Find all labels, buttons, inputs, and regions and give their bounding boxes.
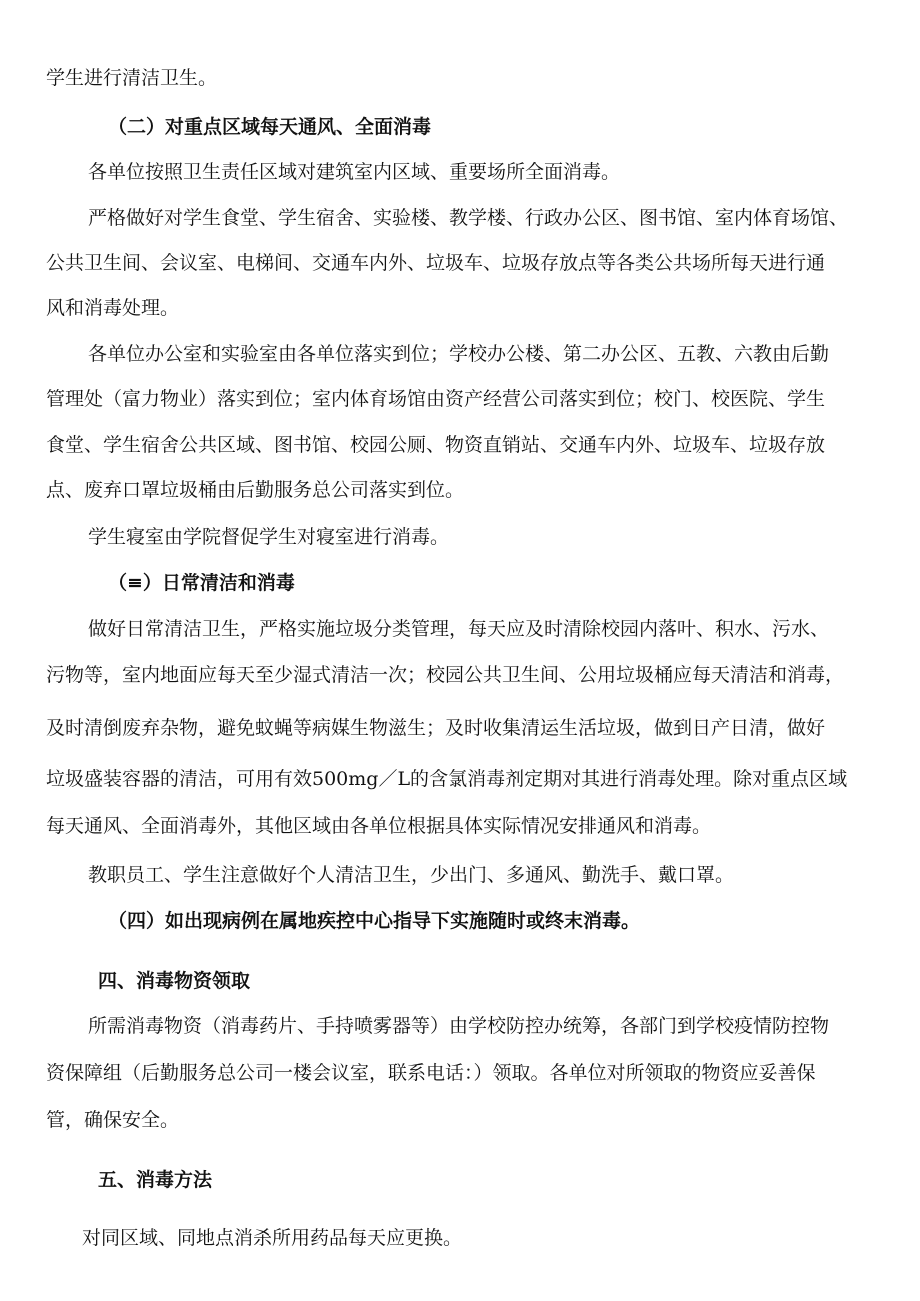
paragraph-line: 做好日常清洁卫生，严格实施垃圾分类管理，每天应及时清除校园内落叶、积水、污水、 [88,618,830,640]
paragraph-line: 学生进行清洁卫生。 [46,67,218,89]
paragraph-line: 严格做好对学生食堂、学生宿舍、实验楼、教学楼、行政办公区、图书馆、室内体育场馆、 [88,207,849,229]
paragraph-line: 及时清倒废弃杂物，避免蚊蝇等病媒生物滋生；及时收集清运生活垃圾，做到日产日清，做好 [46,717,826,739]
paragraph-line: 所需消毒物资（消毒药片、手持喷雾器等）由学校防控办统筹，各部门到学校疫情防控物 [88,1015,830,1037]
paragraph-line: 教职员工、学生注意做好个人清洁卫生，少出门、多通风、勤洗手、戴口罩。 [88,864,735,886]
chapter-heading: 五、消毒方法 [98,1169,213,1191]
chapter-heading: 四、消毒物资领取 [98,970,251,992]
section-heading: （≡）日常清洁和消毒 [108,572,295,594]
paragraph-line: 垃圾盛装容器的清洁，可用有效500mg／L的含氯消毒剂定期对其进行消毒处理。除对重点区域 [46,768,848,790]
paragraph-line: 点、废弃口罩垃圾桶由后勤服务总公司落实到位。 [46,479,465,501]
paragraph-line: 管，确保安全。 [46,1109,180,1131]
paragraph-line: 各单位办公室和实验室由各单位落实到位；学校办公楼、第二办公区、五教、六教由后勤 [88,343,830,365]
paragraph-line: 污物等，室内地面应每天至少湿式清洁一次；校园公共卫生间、公用垃圾桶应每天清洁和消毒， [46,664,845,686]
paragraph-line: 风和消毒处理。 [46,297,180,319]
paragraph-line: 各单位按照卫生责任区域对建筑室内区域、重要场所全面消毒。 [88,161,621,183]
section-heading: （二）对重点区域每天通风、全面消毒 [108,116,432,138]
paragraph-line: 食堂、学生宿舍公共区域、图书馆、校园公厕、物资直销站、交通车内外、垃圾车、垃圾存放 [46,434,826,456]
paragraph-line: 对同区域、同地点消杀所用药品每天应更换。 [82,1227,463,1249]
paragraph-line: 每天通风、全面消毒外，其他区域由各单位根据具体实际情况安排通风和消毒。 [46,815,712,837]
paragraph-line: 资保障组（后勤服务总公司一楼会议室，联系电话：）领取。各单位对所领取的物资应妥善保 [46,1062,816,1084]
paragraph-line: 学生寝室由学院督促学生对寝室进行消毒。 [88,526,450,548]
section-heading: （四）如出现病例在属地疾控中心指导下实施随时或终末消毒。 [108,910,641,932]
paragraph-line: 公共卫生间、会议室、电梯间、交通车内外、垃圾车、垃圾存放点等各类公共场所每天进行通 [46,252,826,274]
paragraph-line: 管理处（富力物业）落实到位；室内体育场馆由资产经营公司落实到位；校门、校医院、学生 [46,388,826,410]
